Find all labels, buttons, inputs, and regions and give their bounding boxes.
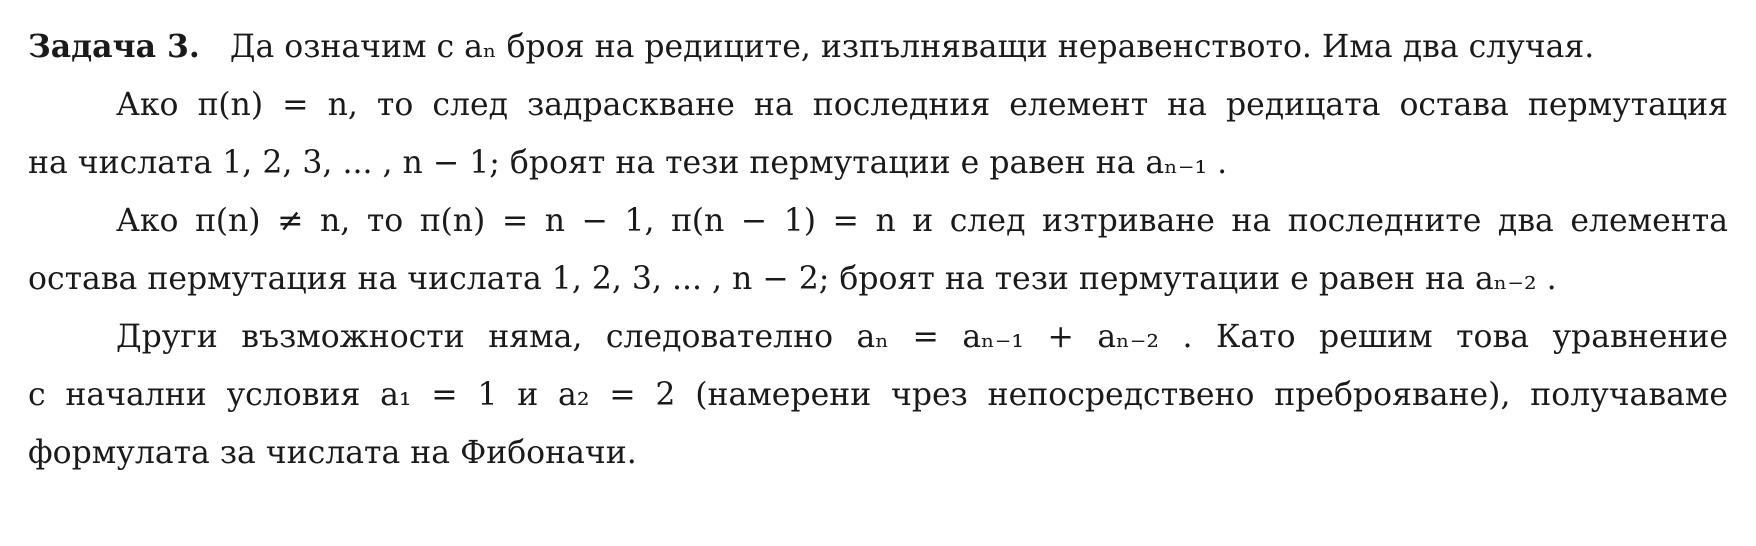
solution-text (28, 18, 1728, 482)
paragraph-4-line-3: формулата за числата на Фибоначи. (28, 435, 637, 471)
paragraph-2-line-2: на числата 1, 2, 3, ... , n − 1; броят на тези пермутации е равен на aₙ₋₁ . (28, 145, 1228, 181)
problem-heading-line (28, 18, 1728, 76)
paragraph-1-line-1: Да означим с aₙ броя на редиците, изпълняващи неравенството. Има два случая. (229, 29, 1595, 65)
paragraph-4-line-2: с начални условия a₁ = 1 и a₂ = 2 (намерени чрез непосредствено преброяване), получаваме (28, 377, 1728, 413)
problem-label: Задача 3. (28, 28, 200, 65)
paragraph-4-line-1: Други възможности няма, следователно aₙ = aₙ₋₁ + aₙ₋₂ . Като решим това уравнение (116, 319, 1728, 355)
paragraph-3-line-2: остава пермутация на числата 1, 2, 3, ... , n − 2; броят на тези пермутации е равен на aₙ₋₂ . (28, 261, 1557, 297)
paragraph-3-line-1: Ако π(n) ≠ n, то π(n) = n − 1, π(n − 1) = n и след изтриване на последните два елемента (116, 203, 1728, 239)
paragraph-2-line-1: Ако π(n) = n, то след задраскване на последния елемент на редицата остава пермутация (116, 87, 1728, 123)
